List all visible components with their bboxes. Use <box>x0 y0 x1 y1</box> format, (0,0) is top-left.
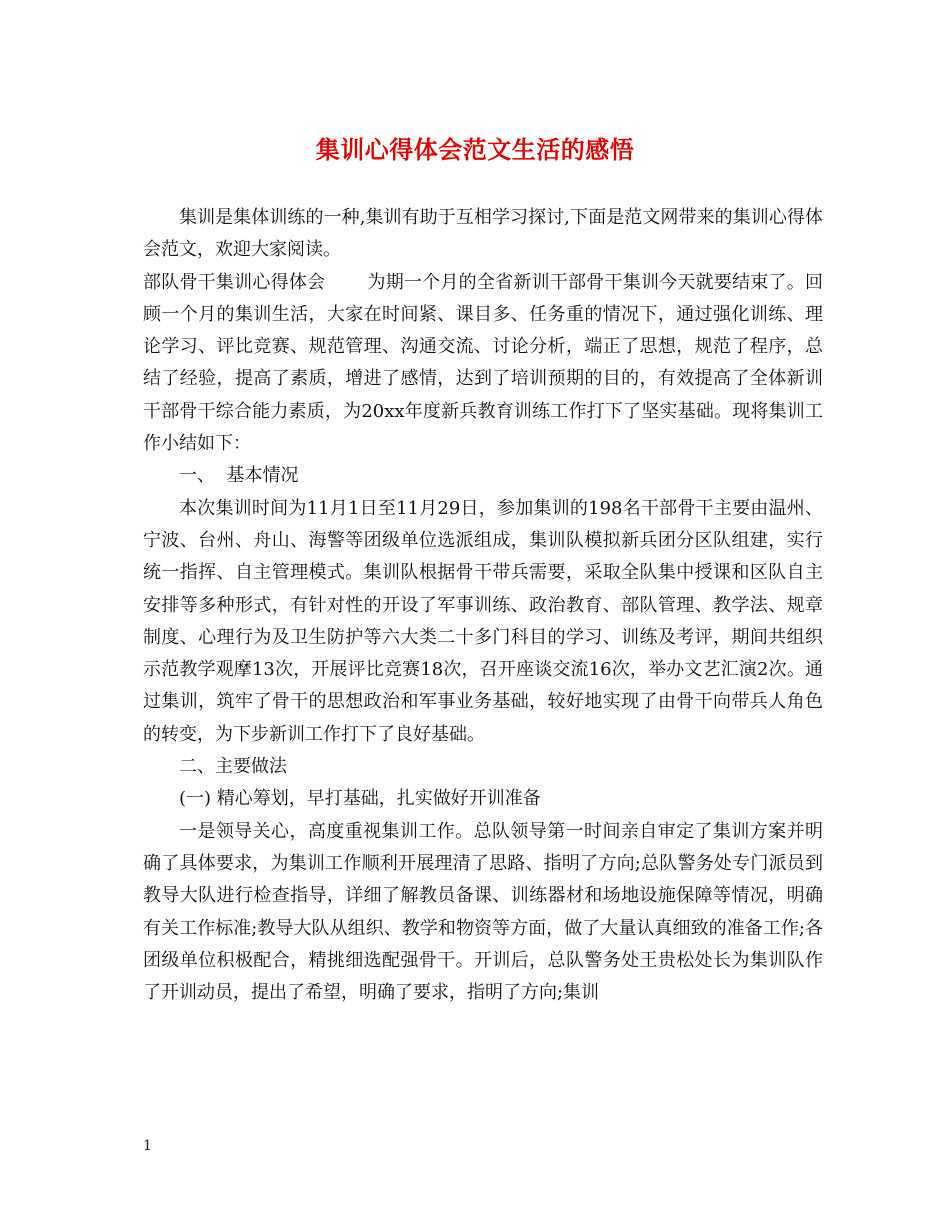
document-title: 集训心得体会范文生活的感悟 <box>315 135 635 164</box>
subheading-preparation: (一) 精心筹划，早打基础，扎实做好开训准备 <box>179 788 541 810</box>
paragraph-leadership: 一是领导关心，高度重视集训工作。总队领导第一时间亲自审定了集训方案并明确了具体要求，为集训工作顺利开展理清了思路、指明了方向;总队警务处专门派员到教导大队进行检查指导，详细了解教员备课、训练器材和场地设施保障等情况，明确有关工作标准;教导大队从组织、教学和物资等方面，做了大量认真细致的准备工作;各团级单位积极配合，精挑细选配强骨干。开训后，总队警务处王贵松处长为集训队作了开训动员，提出了希望，明确了要求，指明了方向;集训 <box>143 820 823 1004</box>
heading-main-practices: 二、主要做法 <box>179 756 287 778</box>
lead-paragraph-block <box>143 267 823 461</box>
document-body <box>143 202 823 1009</box>
lead-paragraph: 为期一个月的全省新训干部骨干集训今天就要结束了。回顾一个月的集训生活，大家在时间紧、课目多、任务重的情况下，通过强化训练、理论学习、评比竞赛、规范管理、沟通交流、讨论分析，端正了思想，规范了程序，总结了经验，提高了素质，增进了感情，达到了培训预期的目的，有效提高了全体新训干部骨干综合能力素质，为20xx年度新兵教育训练工作打下了坚实基础。现将集训工作小结如下： <box>143 271 824 455</box>
page-number: 1 <box>143 1138 152 1154</box>
paragraph-basic-situation: 本次集训时间为11月1日至11月29日，参加集训的198名干部骨干主要由温州、宁波、台州、舟山、海警等团级单位选派组成，集训队模拟新兵团分区队组建，实行统一指挥、自主管理模式。集训队根据骨干带兵需要，采取全队集中授课和区队自主安排等多种形式，有针对性的开设了军事训练、政治教育、部队管理、教学法、规章制度、心理行为及卫生防护等六大类二十多门科目的学习、训练及考评，期间共组织示范教学观摩13次，开展评比竞赛18次，召开座谈交流16次，举办文艺汇演2次。通过集训，筑牢了骨干的思想政治和军事业务基础，较好地实现了由骨干向带兵人角色的转变，为下步新训工作打下了良好基础。 <box>143 497 823 745</box>
section-heading: 部队骨干集训心得体会 <box>143 271 326 293</box>
intro-paragraph: 集训是集体训练的一种,集训有助于互相学习探讨,下面是范文网带来的集训心得体会范文，欢迎大家阅读。 <box>143 207 823 261</box>
heading-basic-situation: 一、 基本情况 <box>179 465 299 487</box>
